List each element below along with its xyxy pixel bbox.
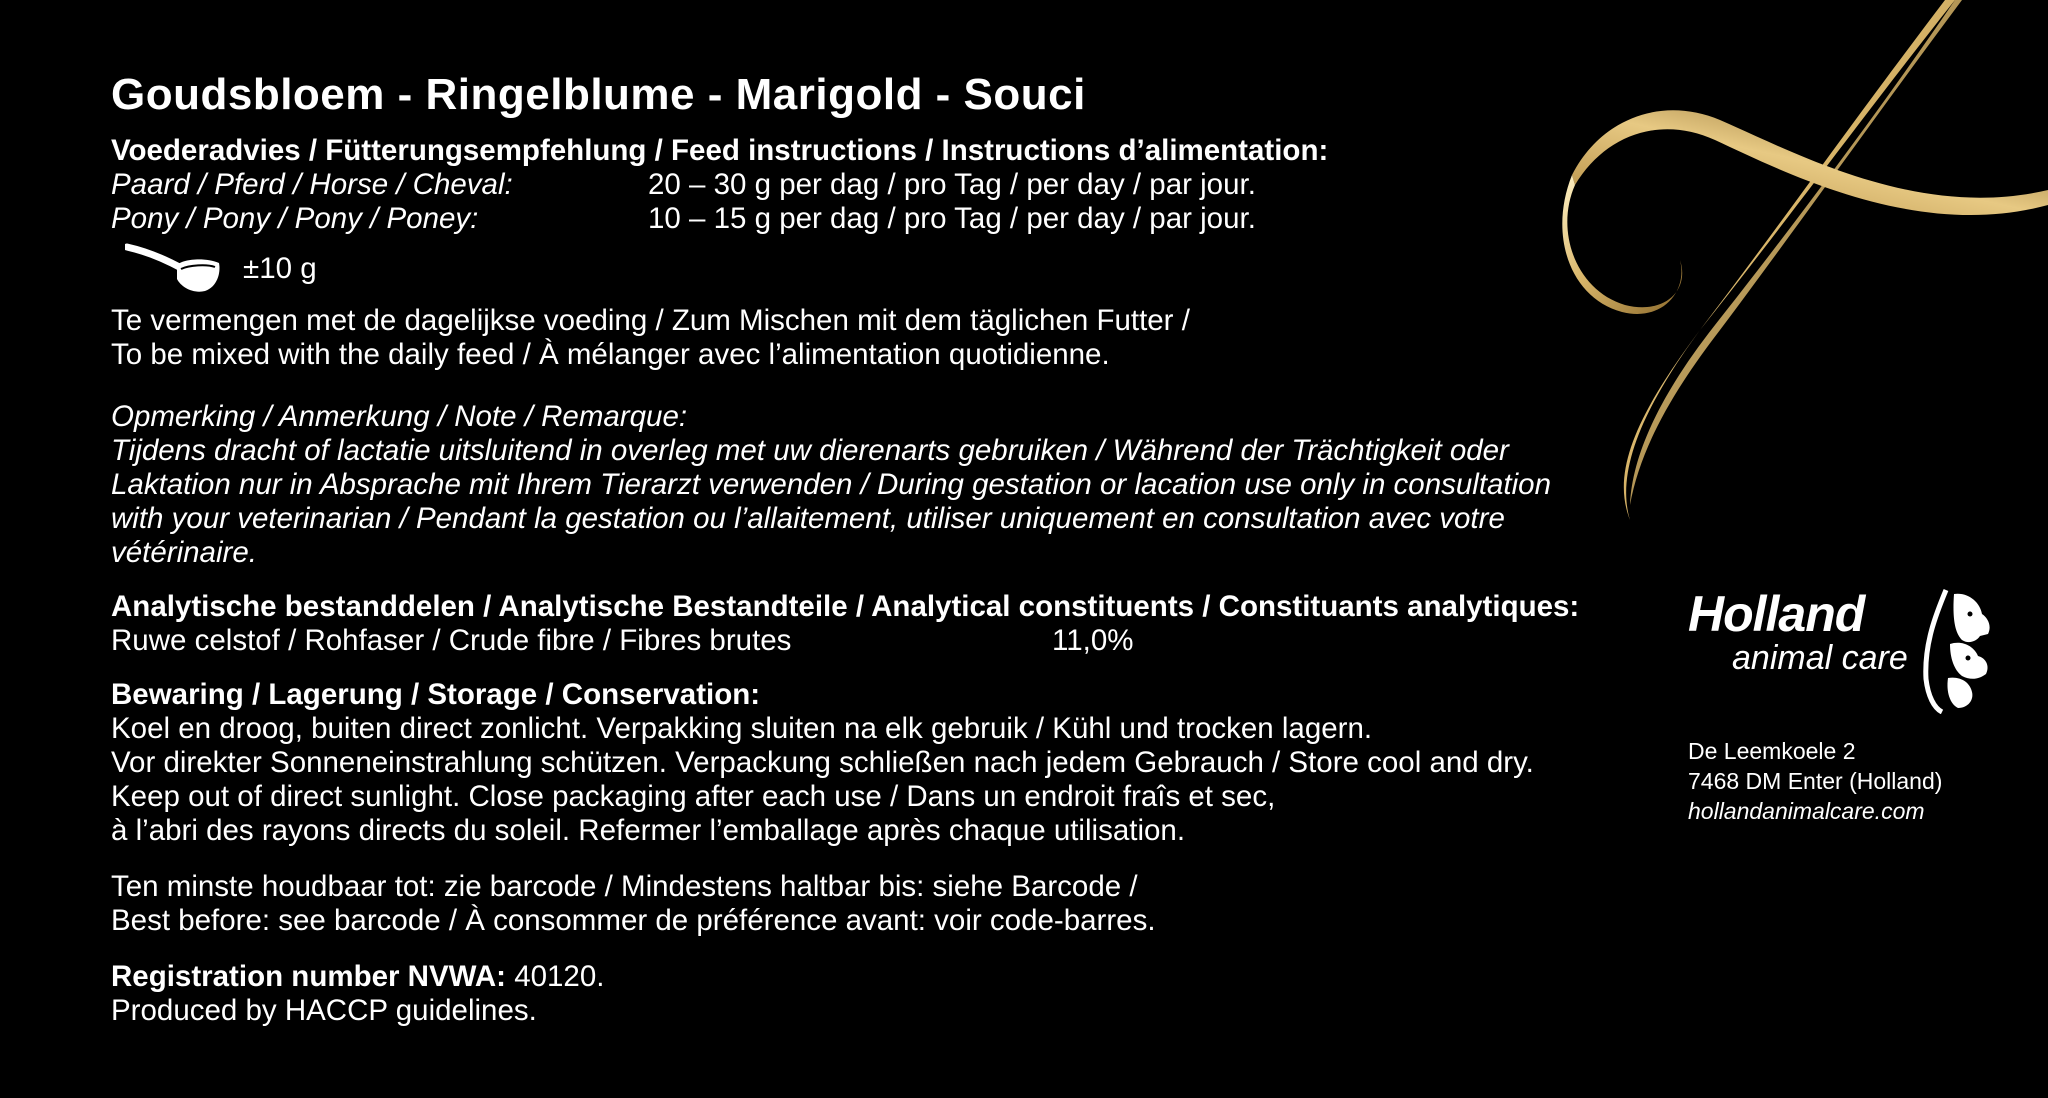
product-title: Goudsbloem - Ringelblume - Marigold - Souci — [111, 70, 1086, 119]
scoop-value: ±10 g — [243, 252, 317, 285]
label-content — [111, 70, 1651, 1028]
brand-block — [1688, 588, 2008, 826]
feed-animal: Pony / Pony / Pony / Poney: — [111, 202, 479, 235]
note-line: with your veterinarian / Pendant la gestation ou l’allaitement, utiliser uniquement en consultation avec votre — [111, 502, 1505, 535]
brand-subtitle: animal care — [1732, 639, 1908, 677]
feed-row — [111, 168, 1651, 202]
brand-name: Holland — [1688, 586, 1865, 642]
note-line: Tijdens dracht of lactatie uitsluitend in overleg met uw dierenarts gebruiken / Während der Trächtigkeit oder — [111, 434, 1509, 467]
storage-line: Vor direkter Sonneneinstrahlung schützen. Verpackung schließen nach jedem Gebrauch / Store cool and dry. — [111, 746, 1534, 779]
address-street: De Leemkoele 2 — [1688, 738, 1856, 764]
analytical-heading: Analytische bestanddelen / Analytische Bestandteile / Analytical constituents / Constituants analytiques: — [111, 590, 1580, 623]
best-before-line: Ten minste houdbaar tot: zie barcode / Mindestens haltbar bis: siehe Barcode / — [111, 870, 1138, 903]
measuring-scoop-icon — [125, 239, 225, 299]
registration — [111, 960, 1651, 994]
feed-row — [111, 202, 1651, 236]
feed-heading: Voederadvies / Fütterungsempfehlung / Feed instructions / Instructions d’alimentation: — [111, 134, 1329, 167]
storage-line: Keep out of direct sunlight. Close packaging after each use / Dans un endroit fraîs et sec, — [111, 780, 1276, 813]
mixing-line: Te vermengen met de dagelijkse voeding / Zum Mischen mit dem täglichen Futter / — [111, 304, 1190, 337]
note-line: vétérinaire. — [111, 536, 257, 569]
website-link[interactable]: hollandanimalcare.com — [1688, 798, 1925, 824]
mixing-line: To be mixed with the daily feed / À mélanger avec l’alimentation quotidienne. — [111, 338, 1110, 371]
feed-dose: 20 – 30 g per dag / pro Tag / per day / par jour. — [648, 168, 1256, 201]
registration-number: 40120. — [506, 960, 605, 993]
feed-dose: 10 – 15 g per dag / pro Tag / per day / par jour. — [648, 202, 1256, 235]
constituent-name: Ruwe celstof / Rohfaser / Crude fibre / Fibres brutes — [111, 624, 792, 657]
scoop-measure — [125, 244, 1651, 294]
address-city: 7468 DM Enter (Holland) — [1688, 768, 1943, 794]
note-heading: Opmerking / Anmerkung / Note / Remarque: — [111, 400, 688, 433]
storage-line: à l’abri des rayons directs du soleil. Refermer l’emballage après chaque utilisation. — [111, 814, 1186, 847]
constituent-value: 11,0% — [1052, 624, 1134, 657]
animal-heads-logo-icon — [1916, 584, 1994, 714]
best-before-line: Best before: see barcode / À consommer de préférence avant: voir code-barres. — [111, 904, 1156, 937]
registration-label: Registration number NVWA: — [111, 960, 506, 993]
storage-line: Koel en droog, buiten direct zonlicht. Verpakking sluiten na elk gebruik / Kühl und trocken lagern. — [111, 712, 1373, 745]
note-line: Laktation nur in Absprache mit Ihrem Tierarzt verwenden / During gestation or lacation use only in consultation — [111, 468, 1551, 501]
storage-heading: Bewaring / Lagerung / Storage / Conservation: — [111, 678, 761, 711]
produced-note: Produced by HACCP guidelines. — [111, 994, 537, 1027]
feed-animal: Paard / Pferd / Horse / Cheval: — [111, 168, 513, 201]
analytical-row — [111, 624, 1651, 658]
